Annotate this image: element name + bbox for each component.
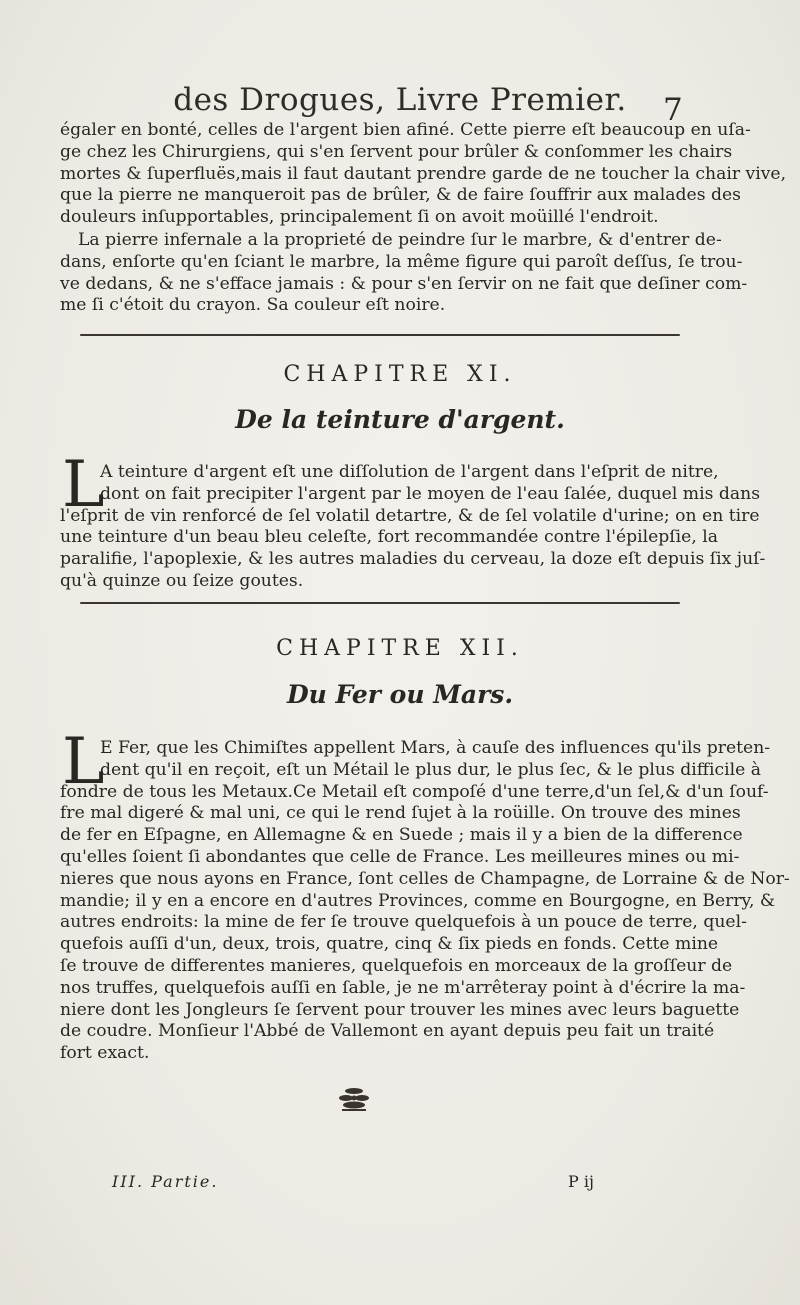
- paragraph-fer: [60, 738, 790, 1065]
- running-head: des Drogues, Livre Premier.: [173, 82, 627, 118]
- signature-mark: P ij: [568, 1172, 594, 1191]
- text-line: dans, enſorte qu'en ſciant le marbre, la même figure qui paroît deſſus, ſe trou-: [60, 251, 743, 272]
- text-line: qu'à quinze ou ſeize goutes.: [60, 570, 304, 591]
- text-line: de fer en Eſpagne, en Allemagne & en Suede ; mais il y a bien de la difference: [60, 825, 743, 846]
- text-line: autres endroits: la mine de fer ſe trouve quelquefois à un pouce de terre, quel-: [60, 912, 747, 933]
- text-line: ge chez les Chirurgiens, qui s'en ſervent pour brûler & conſommer les chairs: [60, 141, 733, 162]
- section-rule: [80, 334, 680, 336]
- drop-capital: L: [62, 448, 105, 522]
- text-line: mortes & ſuperfluës,mais il faut dautant prendre garde de ne toucher la chair vive,: [60, 163, 787, 184]
- paragraph-continued: [60, 120, 787, 229]
- section-rule: [80, 602, 680, 604]
- fleuron-ornament-icon: [334, 1085, 374, 1113]
- text-line: dont on fait precipiter l'argent par le moyen de l'eau ſalée, duquel mis dans: [100, 483, 761, 504]
- chapter-heading: CHAPITRE XI.: [283, 362, 517, 387]
- text-line: une teinture d'un beau bleu celeſte, fort recommandée contre l'épilepſie, la: [60, 527, 719, 548]
- chapter-heading: CHAPITRE XII.: [276, 636, 524, 661]
- text-line: me ſi c'étoit du crayon. Sa couleur eſt noire.: [60, 295, 446, 316]
- paragraph-pierre-infernale: [60, 230, 748, 317]
- text-line: égaler en bonté, celles de l'argent bien afiné. Cette pierre eſt beaucoup en uſa-: [60, 120, 751, 140]
- text-line: nieres que nous ayons en France, ſont celles de Champagne, de Lorraine & de Nor-: [60, 868, 790, 889]
- text-line: nos truffes, quelquefois auſſi en ſable, je ne m'arrêteray point à d'écrire la ma-: [60, 977, 746, 998]
- text-line: l'eſprit de vin renforcé de ſel volatil detartre, & de ſel volatile d'urine; on en tire: [60, 505, 760, 526]
- text-line: que la pierre ne manqueroit pas de brûler, & de faire ſouffrir aux malades des: [60, 185, 741, 206]
- part-signature: III. Partie.: [112, 1172, 219, 1191]
- text-line: niere dont les Jongleurs ſe ſervent pour trouver les mines avec leurs baguette: [60, 999, 740, 1020]
- drop-capital: L: [62, 725, 105, 799]
- text-line: E Fer, que les Chimiſtes appellent Mars, à cauſe des influences qu'ils preten-: [100, 738, 771, 758]
- text-line: fondre de tous les Metaux.Ce Metail eſt compoſé d'une terre,d'un ſel,& d'un ſouf-: [60, 781, 769, 802]
- chapter-title: De la teinture d'argent.: [235, 405, 565, 434]
- text-line: fort exact.: [60, 1043, 150, 1064]
- text-line: qu'elles ſoient ſi abondantes que celle de France. Les meilleures mines ou mi-: [60, 846, 740, 867]
- text-line: ve dedans, & ne s'efface jamais : & pour s'en ſervir on ne fait que deſiner com-: [60, 273, 748, 294]
- text-line: paralifie, l'apoplexie, & les autres maladies du cerveau, la doze eſt depuis ſix juſ-: [60, 549, 766, 570]
- paragraph-teinture: [60, 462, 766, 593]
- text-line: ſe trouve de differentes manieres, quelquefois en morceaux de la groſſeur de: [60, 955, 733, 976]
- chapter-title: Du Fer ou Mars.: [286, 680, 514, 709]
- text-line: douleurs inſupportables, principalement ſi on avoit moüillé l'endroit.: [60, 207, 659, 228]
- page-number: 7: [663, 92, 683, 128]
- text-line: fre mal digeré & mal uni, ce qui le rend ſujet à la roüille. On trouve des mines: [60, 803, 741, 824]
- text-line: A teinture d'argent eſt une diſſolution de l'argent dans l'eſprit de nitre,: [100, 462, 719, 482]
- text-line: La pierre infernale a la proprieté de peindre ſur le marbre, & d'entrer de-: [78, 230, 722, 250]
- text-line: mandie; il y en a encore en d'autres Provinces, comme en Bourgogne, en Berry, &: [60, 890, 776, 911]
- text-line: quefois auſſi d'un, deux, trois, quatre, cinq & ſix pieds en fonds. Cette mine: [60, 934, 719, 955]
- text-line: de coudre. Monſieur l'Abbé de Vallemont en ayant depuis peu fait un traité: [60, 1021, 715, 1042]
- text-line: dent qu'il en reçoit, eſt un Métail le plus dur, le plus ſec, & le plus difficile à: [100, 759, 761, 780]
